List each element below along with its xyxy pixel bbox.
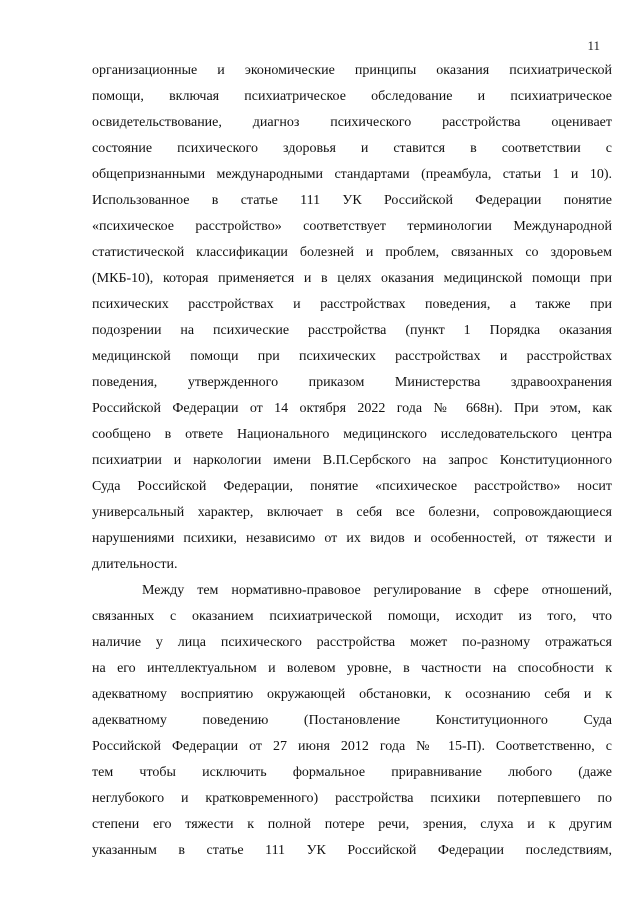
text-line: (МКБ-10), которая применяется и в целях оказания медицинской помощи при (92, 271, 612, 286)
text-line: наличие у лица психического расстройства может по-разному отражаться (92, 635, 612, 650)
text-line: адекватному поведению (Постановление Конституционного Суда (92, 713, 612, 728)
text-line: нарушениями психики, независимо от их видов и особенностей, от тяжести и (92, 531, 612, 546)
text-line: адекватному восприятию окружающей обстановки, к осознанию себя и к (92, 687, 612, 702)
text-line: статистической классификации болезней и проблем, связанных со здоровьем (92, 245, 612, 260)
text-line: указанным в статье 111 УК Российской Федерации последствиям, (92, 843, 612, 858)
text-line: организационные и экономические принципы оказания психиатрической (92, 63, 612, 78)
text-line: медицинской помощи при психических расстройствах и расстройствах (92, 349, 612, 364)
text-line: степени его тяжести к полной потере речи, зрения, слуха и к другим (92, 817, 612, 832)
text-line: Использованное в статье 111 УК Российской Федерации понятие (92, 193, 612, 208)
paragraph-2 (92, 578, 612, 864)
text-line: Российской Федерации от 27 июня 2012 года № 15-П). Соответственно, с (92, 739, 612, 754)
text-line: освидетельствование, диагноз психического расстройства оценивает (92, 115, 612, 130)
text-line: длительности. (92, 557, 178, 572)
text-line: связанных с оказанием психиатрической помощи, исходит из того, что (92, 609, 612, 624)
text-line: психиатрии и наркологии имени В.П.Сербского на запрос Конституционного (92, 453, 612, 468)
text-line: помощи, включая психиатрическое обследование и психиатрическое (92, 89, 612, 104)
text-line: «психическое расстройство» соответствует терминологии Международной (92, 219, 612, 234)
text-line: неглубокого и кратковременного) расстройства психики потерпевшего по (92, 791, 612, 806)
text-line: на его интеллектуальном и волевом уровне, в частности на способности к (92, 661, 612, 676)
paragraph-1 (92, 58, 612, 578)
text-line: тем чтобы исключить формальное приравнивание любого (даже (92, 765, 612, 780)
text-line: сообщено в ответе Национального медицинского исследовательского центра (92, 427, 612, 442)
text-line: подозрении на психические расстройства (пункт 1 Порядка оказания (92, 323, 612, 338)
text-line: Суда Российской Федерации, понятие «психическое расстройство» носит (92, 479, 612, 494)
text-line: общепризнанными международными стандартами (преамбула, статьи 1 и 10). (92, 167, 612, 182)
text-line: универсальный характер, включает в себя все болезни, сопровождающиеся (92, 505, 612, 520)
text-line: поведения, утвержденного приказом Министерства здравоохранения (92, 375, 612, 390)
text-line: психических расстройствах и расстройствах поведения, а также при (92, 297, 612, 312)
text-line: состояние психического здоровья и ставится в соответствии с (92, 141, 612, 156)
text-line: Российской Федерации от 14 октября 2022 года № 668н). При этом, как (92, 401, 612, 416)
page-number: 11 (587, 38, 600, 53)
body-text (92, 58, 612, 864)
text-line: Между тем нормативно-правовое регулирование в сфере отношений, (142, 583, 612, 598)
